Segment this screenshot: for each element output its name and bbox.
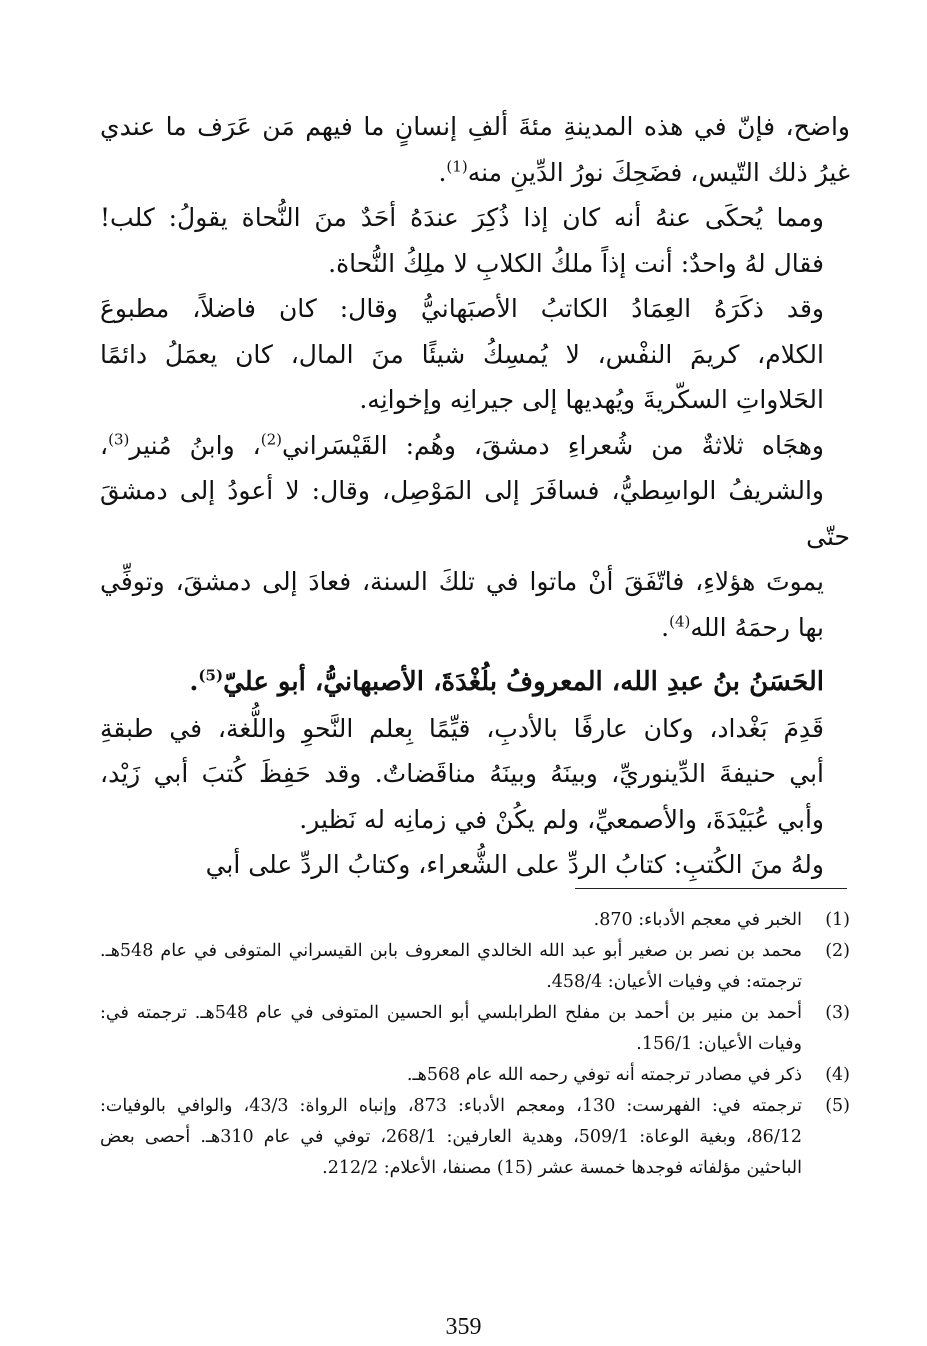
footnote-number: (5) — [825, 1096, 850, 1116]
main-text — [100, 104, 850, 888]
footnote-number: (4) — [825, 1065, 850, 1085]
text-line: واضح، فإنّ في هذه المدينةِ مئةَ ألفِ إنسانٍ ما فيهم مَن عَرَف ما عندي — [100, 112, 850, 141]
paragraph — [100, 195, 850, 286]
text-line: وهجَاه ثلاثةٌ من شُعراءِ دمشقَ، وهُم: القَيْسَراني$^{(2)}$، وابنُ مُنير$^{(3)}$، — [100, 430, 825, 460]
text-line: قَدِمَ بَغْداد، وكان عارفًا بالأدبِ، قيِّمًا بِعلم النَّحوِ واللُّغة، في طبقةِ — [100, 713, 824, 743]
footnote-item — [100, 905, 850, 936]
paragraph — [100, 104, 850, 195]
footnote-separator — [575, 888, 847, 889]
footnote-item — [100, 1091, 850, 1184]
footnote-text: ترجمته في: الفهرست: 130، ومعجم الأدباء: 873، وإنباه الرواة: 43/3، والوافي بالوفيات: 86/12، وبغية الوعاة: 509/1، وهدية العارفين: 268/1، توفي في عام 310هـ. أحصى بعض الباحثين مؤلفاته فوجدها خمسة عشر (15) مصنفا، الأعلام: 212/2. — [100, 1096, 802, 1178]
body-paragraphs — [100, 104, 850, 650]
text-line: وأبي عُبَيْدَةَ، والأصمعيِّ، ولم يكُنْ في زمانِه له نَظير. — [299, 804, 824, 834]
footnote-item — [100, 1060, 850, 1091]
footnote-marker: (3) — [108, 430, 130, 449]
footnote-text: ذكر في مصادر ترجمته أنه توفي رحمه الله عام 568هـ. — [406, 1065, 802, 1085]
text-line: والشريفُ الواسِطيُّ، فسافَرَ إلى المَوْصِل، وقال: لا أعودُ إلى دمشقَ حتّى — [100, 476, 850, 551]
text-line: الحَلاواتِ السكّريةَ ويُهديها إلى جيرانِه وإخوانِه. — [359, 385, 824, 414]
text-line: الكلام، كريمَ النفْس، لا يُمسِكُ شيئًا منَ المال، كان يعمَلُ دائمًا — [100, 339, 824, 369]
footnote-number: (3) — [825, 1003, 850, 1023]
footnote-text: أحمد بن منير بن أحمد بن مفلح الطرابلسي أبو الحسين المتوفى في عام 548هـ. ترجمته في: وفيات الأعيان: 156/1. — [100, 1003, 802, 1054]
footnote-marker: (4) — [669, 612, 691, 631]
footnote-item — [100, 936, 850, 998]
footnote-marker: (2) — [260, 430, 282, 449]
body-paragraphs-after-heading — [100, 706, 850, 888]
footnote-marker: (1) — [446, 157, 468, 176]
footnote-marker: (5) — [198, 666, 224, 685]
text-line: بها رحمَهُ الله$^{(4)}$. — [661, 612, 824, 642]
text-line: ولهُ منَ الكُتبِ: كتابُ الردِّ على الشُّعراء، وكتابُ الردِّ على أبي — [205, 850, 824, 879]
text-line: فقال لهُ واحدٌ: أنت إذاً ملكُ الكلابِ لا ملِكُ النُّحاة. — [328, 248, 824, 278]
text-line: يموتَ هؤلاءِ، فاتّفَقَ أنْ ماتوا في تلكَ السنة، فعادَ إلى دمشقَ، وتوفِّي — [100, 567, 824, 596]
footnote-number: (2) — [825, 941, 850, 961]
footnotes — [100, 905, 850, 1184]
paragraph — [100, 842, 850, 888]
paragraph — [100, 706, 850, 843]
footnote-item — [100, 998, 850, 1060]
text-line: وقد ذكَرَهُ العِمَادُ الكاتبُ الأصبَهانيُّ وقال: كان فاضلاً، مطبوعَ — [100, 294, 824, 323]
paragraph — [100, 423, 850, 651]
paragraph — [100, 286, 850, 423]
biography-heading: الحَسَنُ بنُ عبدِ الله، المعروفُ بلُغْدَةَ، الأصبهانيُّ، أبو عليّ$^{(5)}$. — [189, 666, 824, 697]
footnote-number: (1) — [825, 910, 850, 930]
footnote-text: الخبر في معجم الأدباء: 870. — [593, 910, 802, 930]
page-number: 359 — [445, 1314, 482, 1340]
text-line: ومما يُحكَى عنهُ أنه كان إذا ذُكِرَ عندَهُ أحَدٌ منَ النُّحاة يقولُ: كلب! — [100, 203, 824, 232]
text-line: غيرُ ذلك التّيس، فضَحِكَ نورُ الدِّينِ منه$^{(1)}$. — [438, 157, 850, 187]
text-line: أبي حنيفةَ الدِّينوريِّ، وبينَهُ وبينَهُ مناقَضاتٌ. وقد حَفِظَ كُتبَ أبي زَيْد، — [100, 759, 824, 788]
footnote-text: محمد بن نصر بن صغير أبو عبد الله الخالدي المعروف بابن القيسراني المتوفى في عام 548هـ. ترجمته: في وفيات الأعيان: 458/4. — [100, 941, 802, 992]
